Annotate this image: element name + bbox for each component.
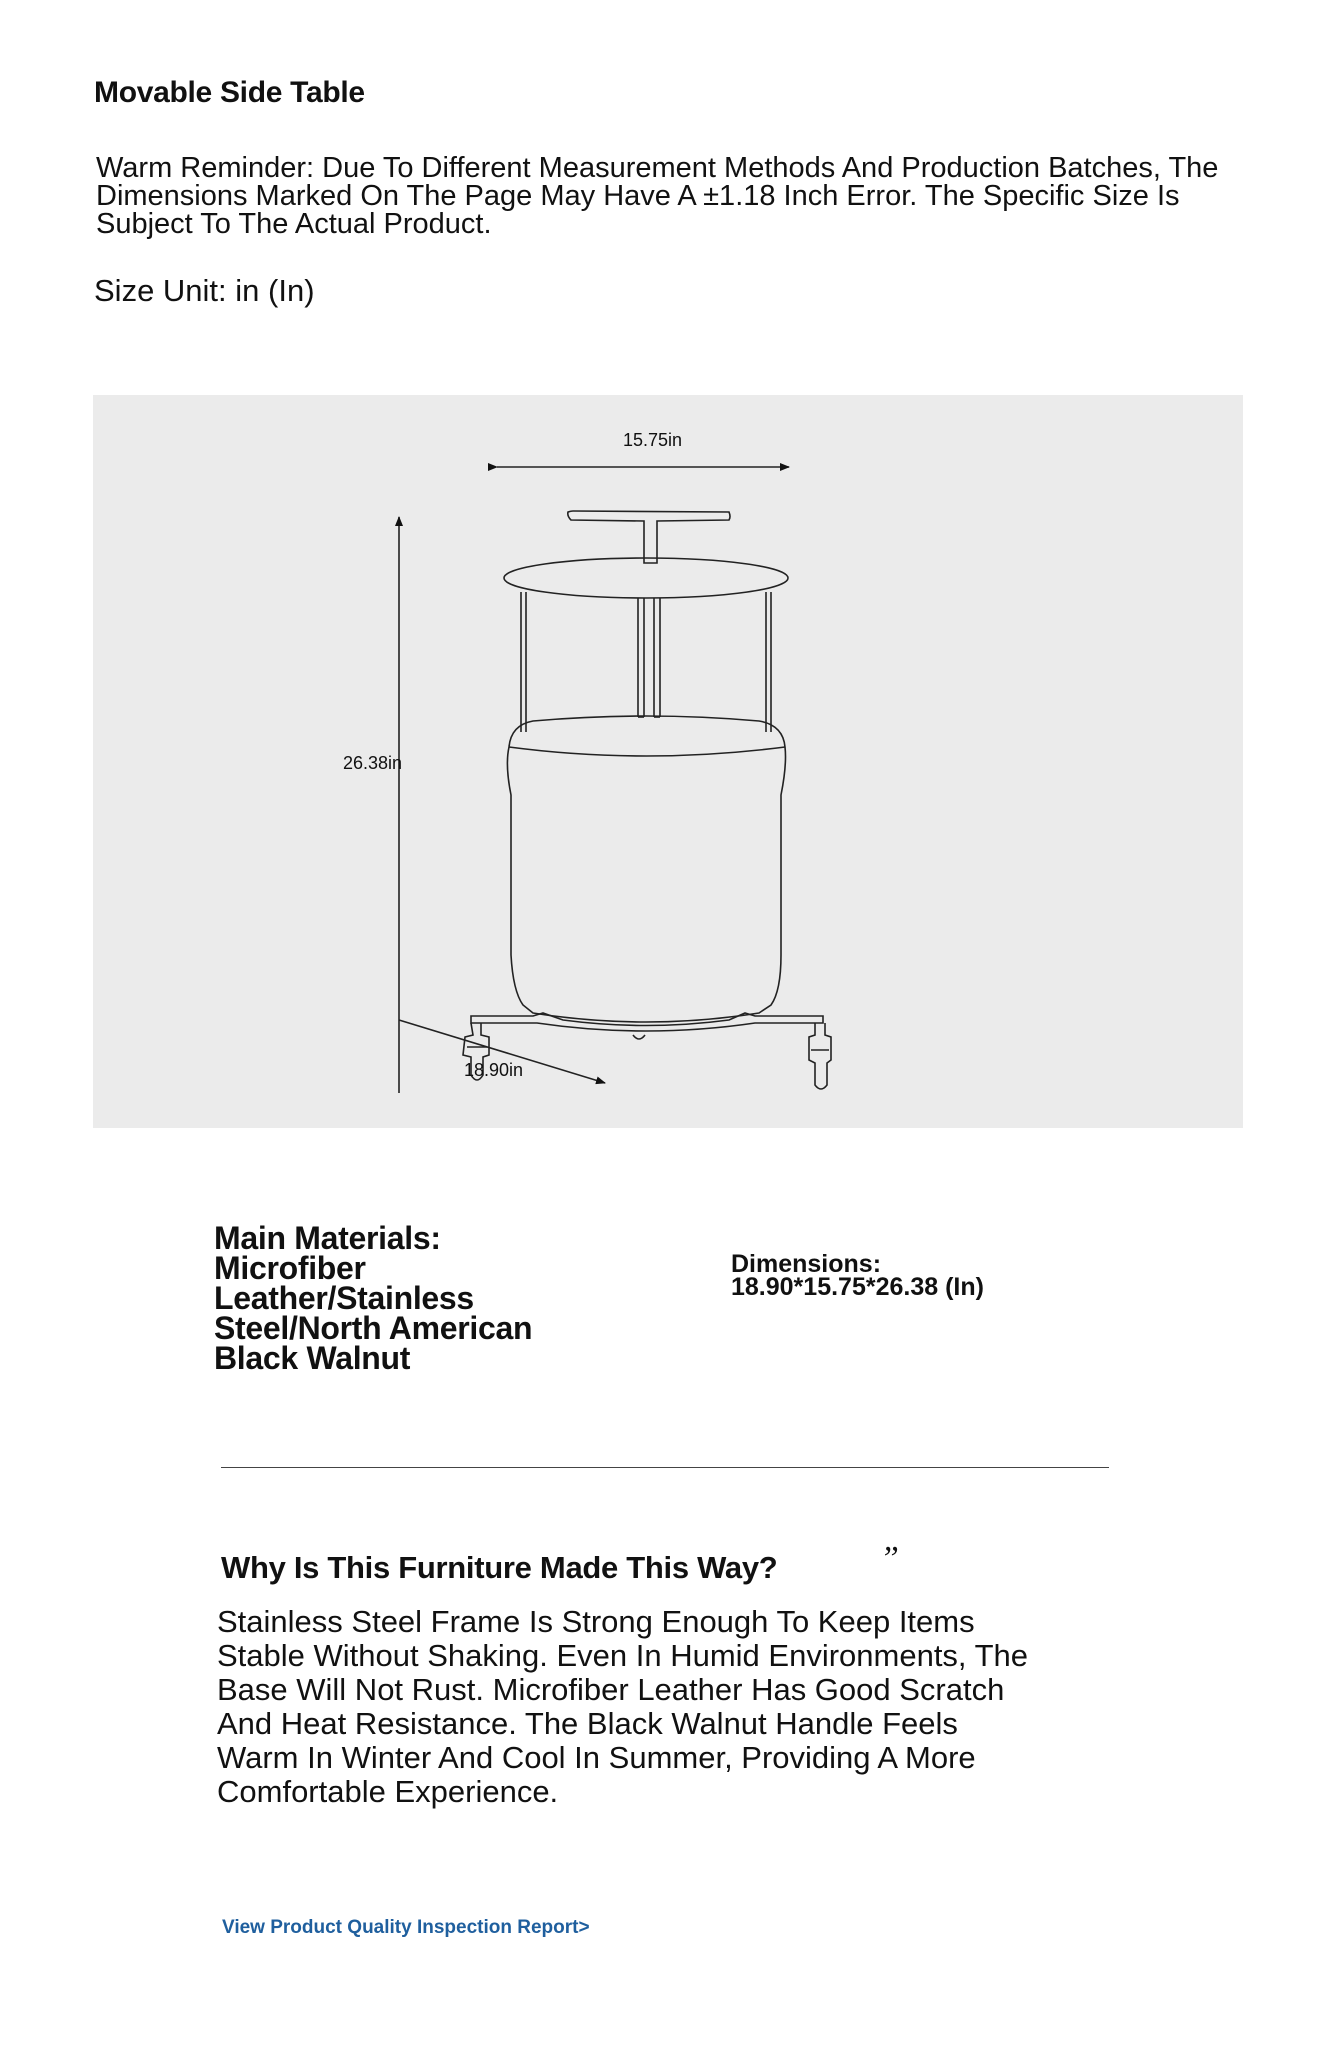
dimensions-text: Dimensions: 18.90*15.75*26.38 (In) <box>731 1250 984 1301</box>
page-title: Movable Side Table <box>94 76 365 109</box>
tabletop <box>504 558 788 598</box>
depth-label: 18.90in <box>464 1060 524 1080</box>
width-label: 15.75in <box>623 430 683 450</box>
size-unit-text: Size Unit: in (In) <box>94 273 315 308</box>
warm-reminder-text: Warm Reminder: Due To Different Measurement Methods And Production Batches, The Dimensions Marked On The Page May Have A ±1.18 Inch Error. The Specific Size Is Subject To The Actual Product. <box>96 152 1219 240</box>
right-caster <box>809 1023 831 1089</box>
quote-mark-icon: ” <box>880 1540 899 1577</box>
cushion-top <box>509 716 785 747</box>
dimension-diagram <box>93 395 1243 1128</box>
height-label: 26.38in <box>343 753 403 773</box>
inspection-report-link[interactable]: View Product Quality Inspection Report> <box>222 1917 590 1938</box>
section-divider <box>221 1467 1109 1468</box>
why-body-text: Stainless Steel Frame Is Strong Enough To Keep Items Stable Without Shaking. Even In Humid Environments, The Base Will Not Rust. Microfiber Leather Has Good Scratch And Heat Resistance. The Black Walnut Handle Feels Warm In Winter And Cool In Summer, Providing A More Comfortable Experience. <box>217 1604 1029 1809</box>
cushion-body <box>507 747 785 1022</box>
main-materials-text: Main Materials: Microfiber Leather/Stainless Steel/North American Black Walnut <box>214 1220 533 1376</box>
side-table-drawing <box>93 395 1243 1128</box>
why-heading: Why Is This Furniture Made This Way? <box>221 1550 778 1585</box>
handle-bar <box>568 511 730 563</box>
